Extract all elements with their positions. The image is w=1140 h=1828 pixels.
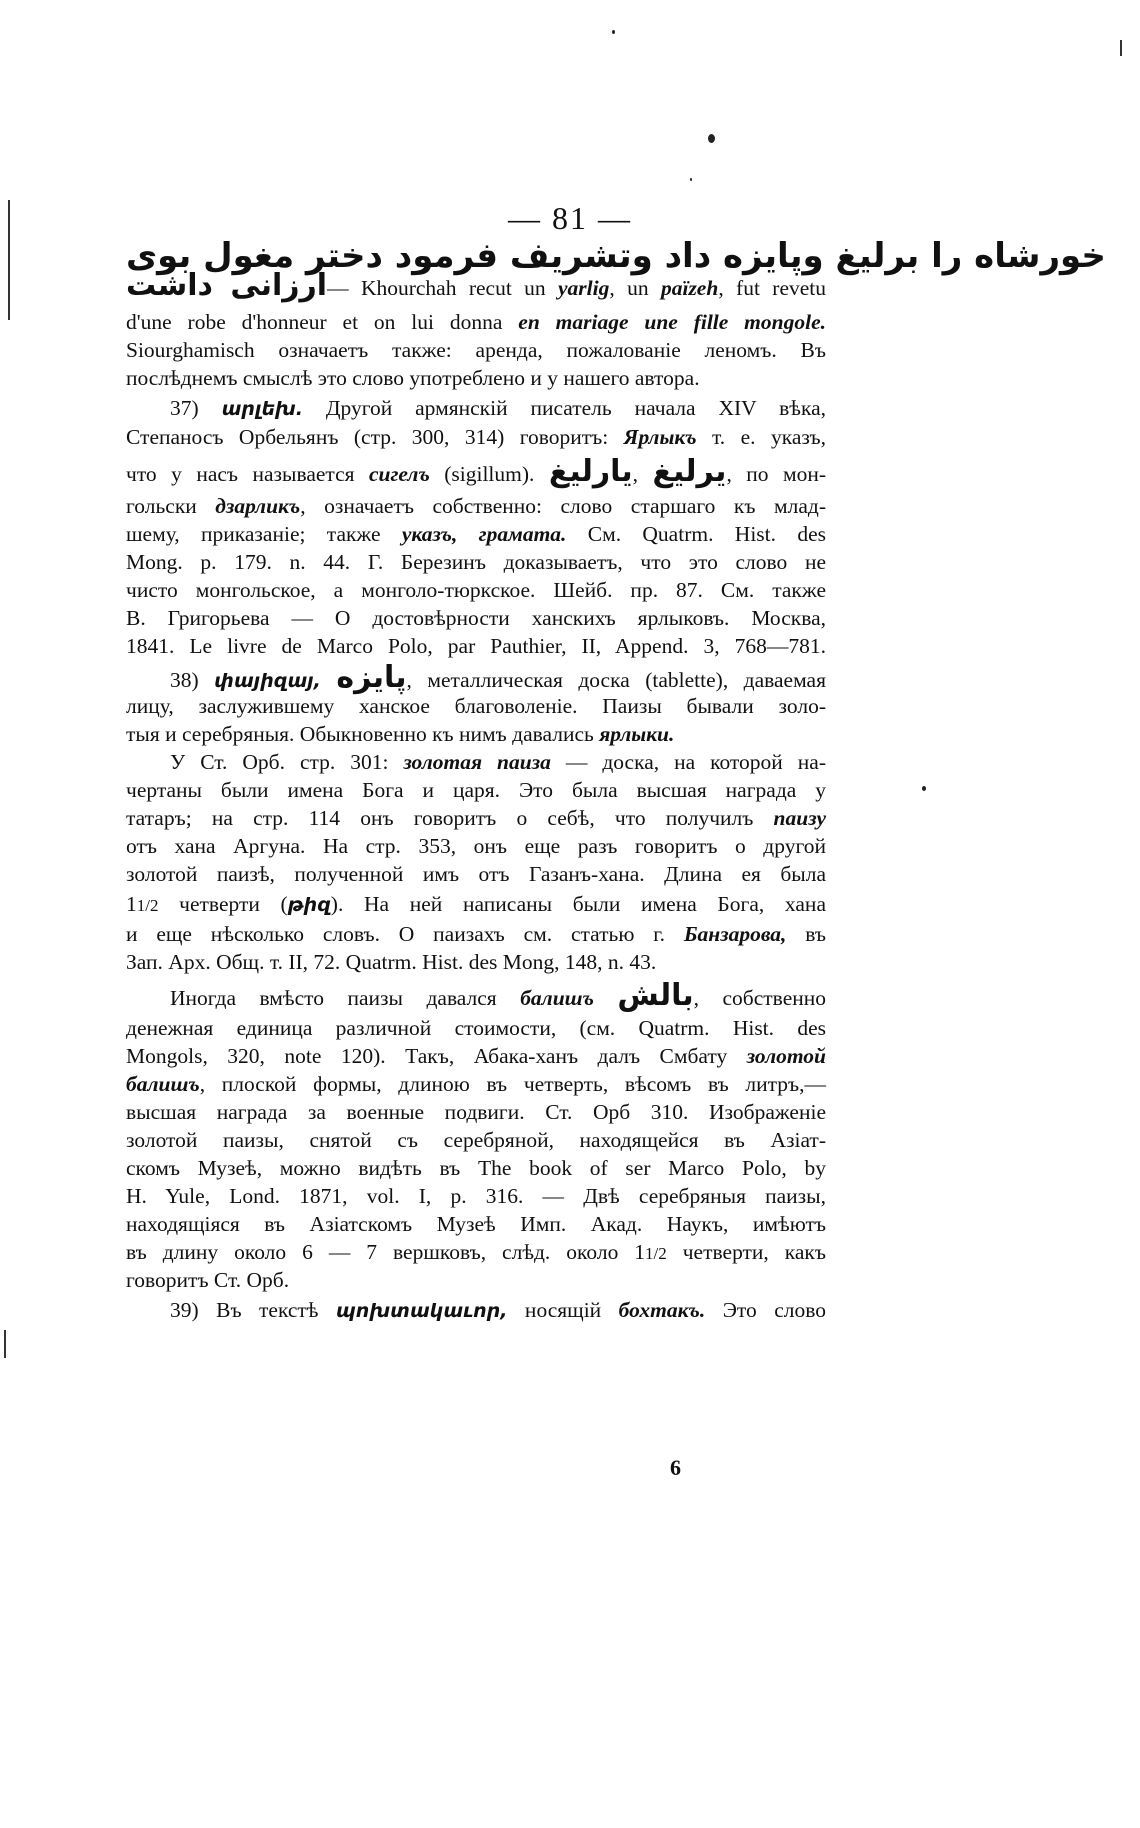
text-line-25: Зап. Арх. Общ. т. II, 72. Quatrm. Hist. des Mong, 148, n. 43. [126, 950, 657, 974]
arabic-word: يرليغ [652, 454, 727, 489]
text-line-14: 1841. Le livre de Marco Polo, par Pauthier, II, Append. 3, 768—781. [126, 634, 826, 658]
scan-edge-mark [8, 200, 10, 320]
text-line-20: татаръ; на стр. 114 онъ говоритъ о себѣ, что получилъ паизу [126, 806, 826, 830]
footnote-37-start: 37) արլեխ. Другой армянскій писатель начала XIV вѣка, [170, 396, 826, 420]
text-line-21: отъ хана Аргуна. На стр. 353, онъ еще разъ говоритъ о другой [126, 834, 826, 858]
scan-speck [922, 786, 926, 791]
text-line-17: тыя и серебряныя. Обыкновенно къ нимъ давались ярлыки. [126, 722, 675, 746]
text-line-27: денежная единица различной стоимости, (см. Quatrm. Hist. des [126, 1016, 826, 1040]
armenian-word: արլեխ. [221, 398, 303, 420]
text-line-2: ارزانى داشت— Khourchah recut un yarlig, un païzeh, fut revetu [126, 268, 827, 303]
persian-quote-end: ارزانى داشت [126, 268, 328, 303]
signature-mark: 6 [670, 1455, 681, 1480]
text-line-10: шему, приказаніе; также указъ, грамата. См. Quatrm. Hist. des [126, 522, 826, 546]
text-line-35: въ длину около 6 — 7 вершковъ, слѣд. около 11/2 четверти, какъ [126, 1240, 826, 1264]
text-line-24: и еще нѣсколько словъ. О паизахъ см. статью г. Банзарова, въ [126, 922, 827, 946]
text-line-8: что у насъ называется сигелъ (sigillum). يارليغ, يرليغ, по мон- [126, 454, 826, 489]
scan-edge-mark [1120, 40, 1122, 56]
text-line-13: В. Григорьева — О достовѣрности ханскихъ ярлыковъ. Москва, [126, 606, 826, 630]
text-line-3: d'une robe d'honneur et on lui donna en mariage une fille mongole. [126, 310, 827, 334]
persian-quote: خورشاه را برليغ وپايزه داد وتشريف فرمود دختر مغول بوى [126, 236, 1106, 276]
text-line-4: Siourghamisch означаетъ также: аренда, пожалованіе леномъ. Въ [126, 338, 826, 362]
text-line-30: высшая награда за военные подвиги. Ст. Орб 310. Изображеніе [126, 1100, 826, 1124]
text-line-36: говоритъ Ст. Орб. [126, 1268, 290, 1292]
text-line-33: H. Yule, Lond. 1871, vol. I, p. 316. — Двѣ серебряныя паизы, [126, 1184, 826, 1208]
armenian-word: փայիզայ, [214, 670, 321, 692]
text-line-5: послѣднемъ смыслѣ это слово употреблено и у нашего автора. [126, 366, 700, 390]
scan-speck [708, 134, 715, 143]
arabic-word: بالش [617, 978, 694, 1013]
text-line-26: Иногда вмѣсто паизы давался балишъ بالش, собственно [170, 978, 826, 1013]
text-line-23: 11/2 четверти (թիզ). На ней написаны были имена Бога, хана [126, 892, 826, 916]
text-line-12: чисто монгольское, а монголо-тюркское. Шейб. пр. 87. См. также [126, 578, 826, 602]
armenian-word: պոխտակաւոր, [335, 1300, 508, 1322]
text-line-19: чертаны были имена Бога и царя. Это была высшая награда у [126, 778, 826, 802]
text-line-29: балишъ, плоской формы, длиною въ четверть, вѣсомъ въ литръ,— [126, 1072, 826, 1096]
scan-speck [612, 30, 615, 34]
footnote-38-start: 38) փայիզայ, پايزه, металлическая доска (tablette), даваемая [170, 660, 826, 695]
text-line-9: гольски дзарликъ, означаетъ собственно: слово старшаго къ млад- [126, 494, 826, 518]
footnote-39-start: 39) Въ текстѣ պոխտակաւոր, носящій бохтакъ. Это слово [170, 1298, 826, 1322]
text-line-7: Степаносъ Орбельянъ (стр. 300, 314) говоритъ: Ярлыкъ т. е. указъ, [126, 425, 826, 449]
text-line-34: находящіяся въ Азіатскомъ Музеѣ Имп. Акад. Наукъ, имѣютъ [126, 1212, 826, 1236]
text-line-18: У Ст. Орб. стр. 301: золотая паиза — доска, на которой на- [170, 750, 826, 774]
text-line-16: лицу, заслужившему ханское благоволеніе. Паизы бывали золо- [126, 694, 826, 718]
scan-edge-mark [4, 1330, 6, 1358]
arabic-word: پايزه [336, 660, 407, 695]
scan-speck [690, 178, 692, 181]
text-line-28: Mongols, 320, note 120). Такъ, Абака-ханъ далъ Смбату золотой [126, 1044, 826, 1068]
arabic-word: يارليغ [548, 454, 633, 489]
text-line-11: Mong. p. 179. n. 44. Г. Березинъ доказываетъ, что это слово не [126, 550, 826, 574]
armenian-word: թիզ [287, 894, 331, 916]
text-line-22: золотой паизѣ, полученной имъ отъ Газанъ-хана. Длина ея была [126, 862, 826, 886]
text-line-32: скомъ Музеѣ, можно видѣть въ The book of ser Marco Polo, by [126, 1156, 826, 1180]
page-number: — 81 — [508, 200, 632, 236]
text-line-31: золотой паизы, снятой съ серебряной, находящейся въ Азіат- [126, 1128, 826, 1152]
